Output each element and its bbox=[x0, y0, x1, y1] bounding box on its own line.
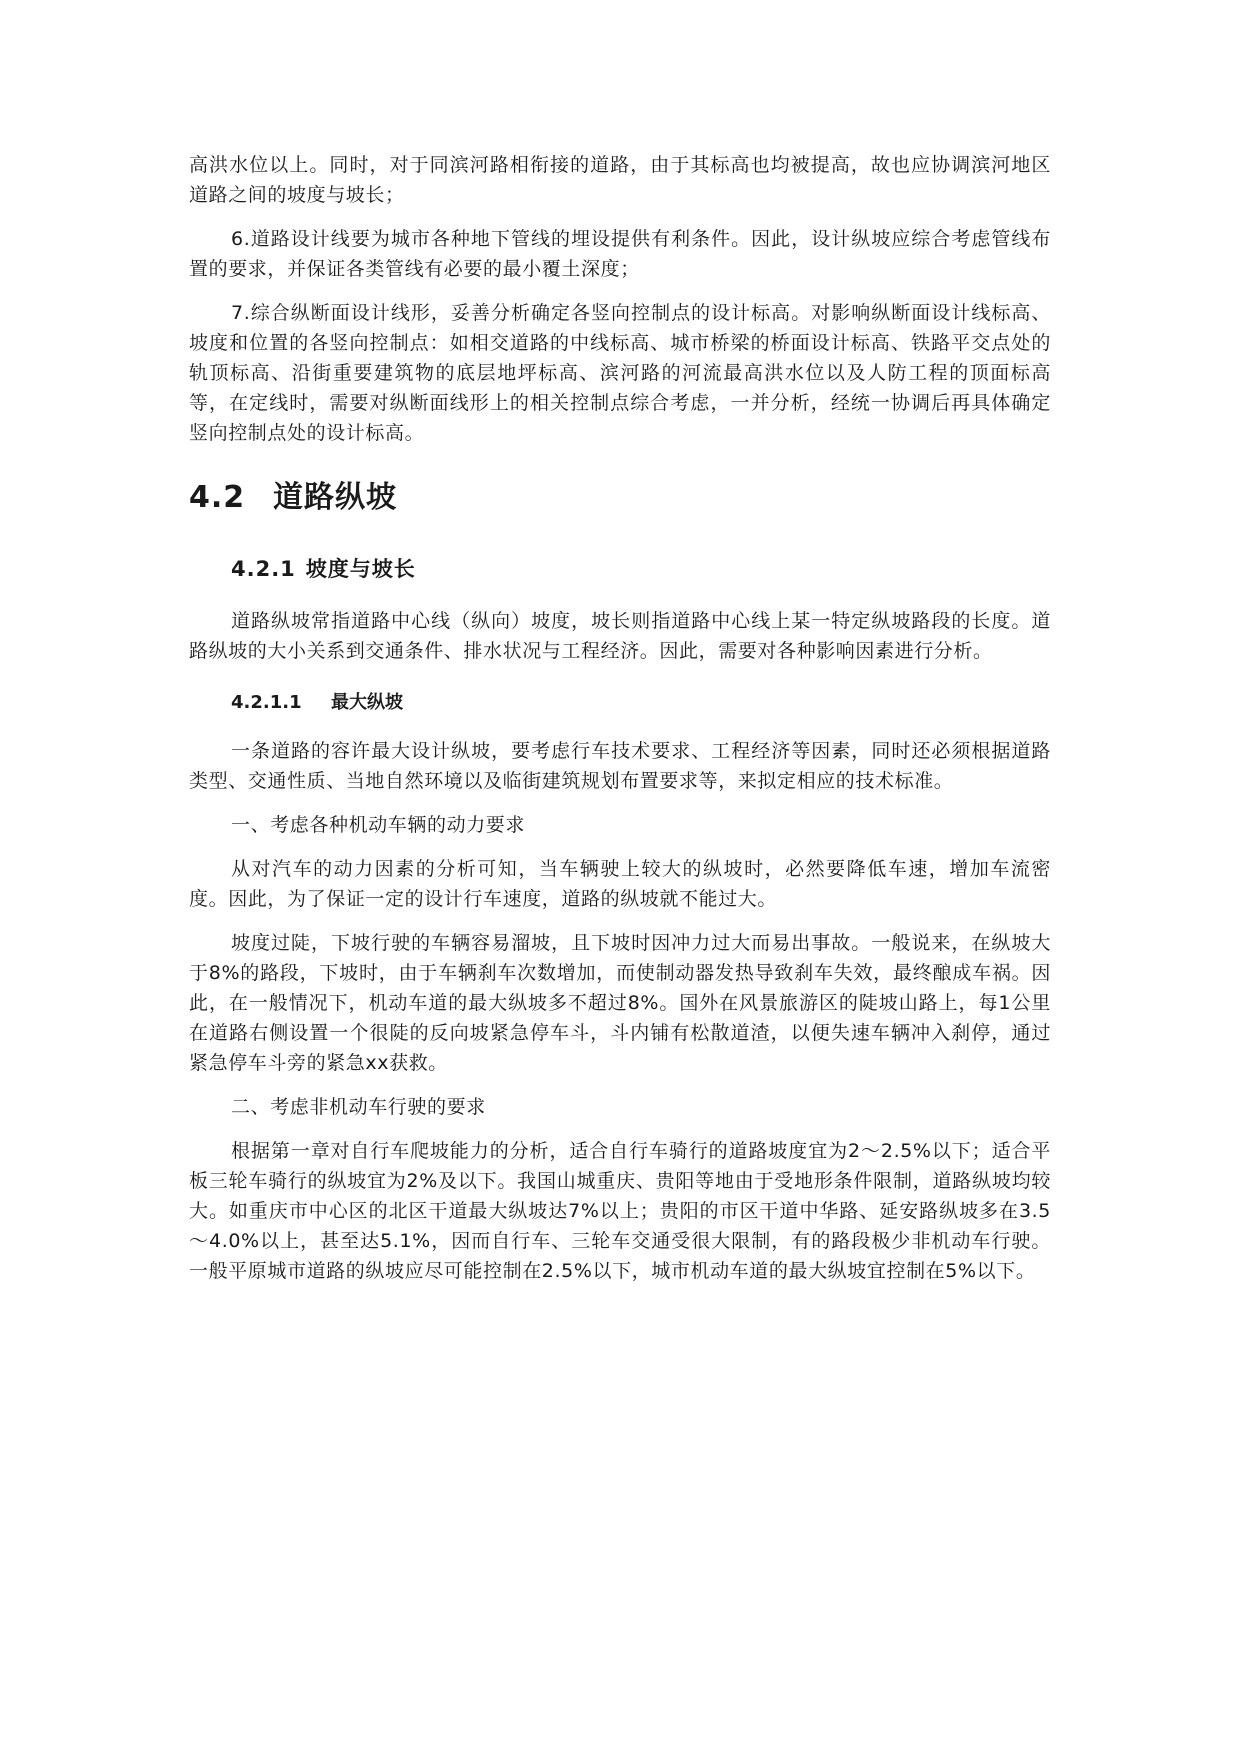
paragraph-bicycle: 根据第一章对自行车爬坡能力的分析，适合自行车骑行的道路坡度宜为2～2.5%以下；适合平板三轮车骑行的纵坡宜为2%及以下。我国山城重庆、贵阳等地由于受地形条件限制，道路纵坡均较大。如重庆市中心区的北区干道最大纵坡达7%以上；贵阳的市区干道中华路、延安路纵坡多在3.5～4.0%以上，甚至达5.1%，因而自行车、三轮车交通受很大限制，有的路段极少非机动车行驶。一般平原城市道路的纵坡应尽可能控制在2.5%以下，城市机动车道的最大纵坡宜控制在5%以下。 bbox=[189, 1140, 1051, 1282]
paragraph-continued: 高洪水位以上。同时，对于同滨河路相衔接的道路，由于其标高也均被提高，故也应协调滨河地区道路之间的坡度与坡长； bbox=[189, 154, 1051, 206]
subheading-non-motor: 二、考虑非机动车行驶的要求 bbox=[231, 1096, 486, 1118]
subsection-intro: 道路纵坡常指道路中心线（纵向）坡度，坡长则指道路中心线上某一特定纵坡路段的长度。道路纵坡的大小关系到交通条件、排水状况与工程经济。因此，需要对各种影响因素进行分析。 bbox=[189, 610, 1051, 662]
subheading-motor-vehicles: 一、考虑各种机动车辆的动力要求 bbox=[231, 814, 526, 836]
paragraph-item-6: 6.道路设计线要为城市各种地下管线的埋设提供有利条件。因此，设计纵坡应综合考虑管线布置的要求，并保证各类管线有必要的最小覆土深度； bbox=[189, 228, 1051, 280]
document-page bbox=[189, 150, 1051, 1286]
section-title: 道路纵坡 bbox=[273, 480, 397, 515]
section-number: 4.2 bbox=[189, 480, 246, 515]
subsubsection-title: 最大纵坡 bbox=[331, 692, 403, 713]
section-heading bbox=[189, 478, 1051, 518]
paragraph-dynamics: 从对汽车的动力因素的分析可知，当车辆驶上较大的纵坡时，必然要降低车速，增加车流密度。因此，为了保证一定的设计行车速度，道路的纵坡就不能过大。 bbox=[189, 858, 1051, 910]
subsubsection-number: 4.2.1.1 bbox=[231, 692, 302, 713]
subsection-title: 坡度与坡长 bbox=[305, 557, 416, 581]
subsubsection-heading bbox=[231, 688, 1051, 718]
paragraph-max-grade: 一条道路的容许最大设计纵坡，要考虑行车技术要求、工程经济等因素，同时还必须根据道路类型、交通性质、当地自然环境以及临街建筑规划布置要求等，来拟定相应的技术标准。 bbox=[189, 740, 1051, 792]
subsection-number: 4.2.1 bbox=[231, 557, 296, 581]
paragraph-item-7: 7.综合纵断面设计线形，妥善分析确定各竖向控制点的设计标高。对影响纵断面设计线标高、坡度和位置的各竖向控制点：如相交道路的中线标高、城市桥梁的桥面设计标高、铁路平交点处的轨顶标高、沿街重要建筑物的底层地坪标高、滨河路的河流最高洪水位以及人防工程的顶面标高等，在定线时，需要对纵断面线形上的相关控制点综合考虑，一并分析，经统一协调后再具体确定竖向控制点处的设计标高。 bbox=[189, 302, 1051, 444]
paragraph-steep-grade: 坡度过陡，下坡行驶的车辆容易溜坡，且下坡时因冲力过大而易出事故。一般说来，在纵坡大于8%的路段，下坡时，由于车辆刹车次数增加，而使制动器发热导致刹车失效，最终酿成车祸。因此，在一般情况下，机动车道的最大纵坡多不超过8%。国外在风景旅游区的陡坡山路上，每1公里在道路右侧设置一个很陡的反向坡紧急停车斗，斗内铺有松散道渣，以便失速车辆冲入刹停，通过紧急停车斗旁的紧急xx获救。 bbox=[189, 932, 1051, 1074]
subsection-heading bbox=[231, 554, 1051, 584]
